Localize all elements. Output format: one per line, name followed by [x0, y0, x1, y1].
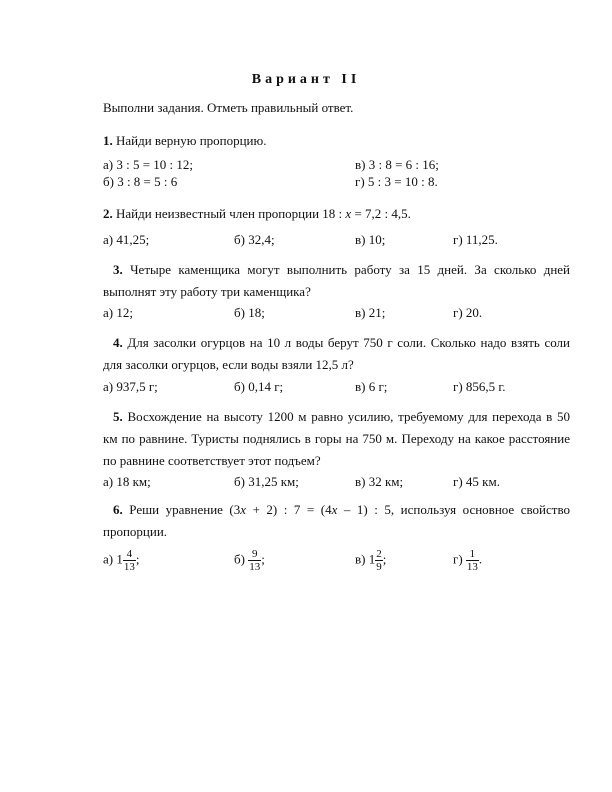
question-6: [103, 499, 570, 543]
q4-option-a[interactable]: а) 937,5 г;: [103, 379, 158, 394]
fraction-denominator: 13: [249, 561, 261, 573]
option-tail: ;: [261, 551, 265, 567]
fraction: [466, 548, 479, 573]
q5-option-b[interactable]: б) 31,25 км;: [234, 474, 299, 489]
q5-option-v[interactable]: в) 32 км;: [355, 474, 404, 489]
question-text-part: = 7,2 : 4,5.: [351, 206, 411, 221]
q5-option-a[interactable]: а) 18 км;: [103, 474, 151, 489]
q3-option-a[interactable]: а) 12;: [103, 305, 133, 320]
q2-option-g[interactable]: г) 11,25.: [453, 232, 498, 247]
question-5: [103, 406, 570, 472]
question-number: 1.: [103, 133, 113, 148]
q3-option-b[interactable]: б) 18;: [234, 305, 265, 320]
option-tail: .: [478, 551, 483, 567]
fraction-whole: 1: [368, 551, 376, 567]
q2-option-v[interactable]: в) 10;: [355, 232, 386, 247]
option-label: а): [103, 551, 117, 567]
question-4: [103, 332, 570, 376]
question-text: Найди верную пропорцию.: [116, 133, 267, 148]
fraction: [123, 548, 136, 573]
fraction: [375, 548, 383, 573]
variable-x: x: [240, 502, 247, 517]
option-label: г): [453, 551, 466, 567]
q6-option-g[interactable]: [453, 548, 482, 588]
question-text: Для засолки огурцов на 10 л воды берут 750 г соли. Сколько надо взять соли для засолки огурцов, если воды взяли 12,5 л?: [103, 335, 571, 372]
q2-option-b[interactable]: б) 32,4;: [234, 232, 275, 247]
variable-x: x: [345, 206, 352, 221]
question-text: Восхождение на высоту 1200 м равно усилию, требуемому для перехода в 50 км по равнине. Туристы поднялись в горы на 750 м. Переходу на какое расстояние по равнине соответствует этот подъем?: [103, 409, 570, 468]
question-text-part: + 2) : 7 = (4: [246, 502, 332, 517]
q1-option-g[interactable]: г) 5 : 3 = 10 : 8.: [355, 174, 438, 189]
question-2: [103, 206, 411, 222]
q1-option-v[interactable]: в) 3 : 8 = 6 : 16;: [355, 157, 439, 172]
question-text-part: Реши уравнение (3: [129, 502, 241, 517]
question-number: 2.: [103, 206, 113, 221]
fraction-denominator: 9: [376, 561, 382, 573]
fraction-whole: 1: [116, 551, 123, 567]
fraction-numerator: 1: [469, 548, 476, 560]
q1-option-a[interactable]: а) 3 : 5 = 10 : 12;: [103, 157, 194, 172]
intro-text: Выполни задания. Отметь правильный ответ.: [103, 100, 354, 115]
q6-option-a[interactable]: [103, 548, 139, 588]
option-tail: ;: [135, 551, 140, 567]
fraction-numerator: 4: [126, 548, 133, 560]
fraction-denominator: 13: [123, 561, 135, 573]
q6-option-v[interactable]: [355, 548, 386, 588]
question-3: [103, 259, 570, 303]
q3-option-g[interactable]: г) 20.: [453, 305, 483, 320]
q4-option-b[interactable]: б) 0,14 г;: [234, 379, 284, 394]
page-title: Вариант II: [251, 72, 361, 87]
q3-option-v[interactable]: в) 21;: [355, 305, 386, 320]
q6-option-b[interactable]: [234, 548, 265, 588]
q2-option-a[interactable]: а) 41,25;: [103, 232, 150, 247]
question-number: 4.: [113, 335, 123, 350]
question-number: 5.: [113, 409, 123, 424]
question-text-part: Найди неизвестный член пропорции 18 :: [116, 206, 346, 221]
fraction-numerator: 2: [376, 548, 382, 560]
option-label: в): [355, 551, 369, 567]
fraction: [248, 548, 261, 573]
fraction-denominator: 13: [466, 561, 478, 573]
question-1: [103, 133, 266, 149]
question-text-part: – 1) : 5, используя основное свойство пропорции.: [103, 502, 570, 539]
question-number: 3.: [113, 262, 123, 277]
question-text: Четыре каменщика могут выполнить работу за 15 дней. За сколько дней выполнят эту работу три каменщика?: [103, 262, 570, 299]
fraction-numerator: 9: [251, 548, 258, 560]
q1-option-b[interactable]: б) 3 : 8 = 5 : 6: [103, 174, 178, 189]
q4-option-g[interactable]: г) 856,5 г.: [453, 379, 506, 394]
q4-option-v[interactable]: в) 6 г;: [355, 379, 388, 394]
option-label: б): [234, 551, 249, 567]
q5-option-g[interactable]: г) 45 км.: [453, 474, 500, 489]
question-number: 6.: [113, 502, 123, 517]
variable-x: x: [331, 502, 338, 517]
option-tail: ;: [382, 551, 387, 567]
